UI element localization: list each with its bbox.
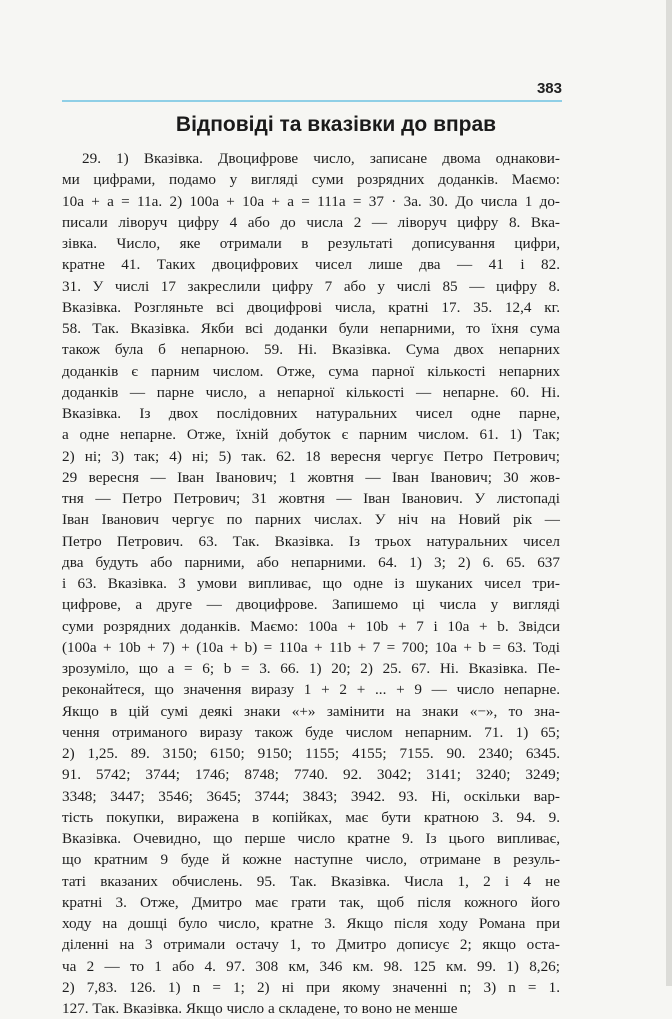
text-line: 91. 5742; 3744; 1746; 8748; 7740. 92. 3042; 3141; 3240; 3249; bbox=[62, 766, 560, 784]
text-line: доданків — парне число, а непарної кількості — непарне. 60. Ні. bbox=[62, 383, 560, 401]
text-line: ча 2 — то 1 або 4. 97. 308 км, 346 км. 98. 125 км. 99. 1) 8,26; bbox=[62, 957, 560, 975]
text-line: 10a + a = 11a. 2) 100a + 10a + a = 111a = 37 · 3a. 30. До числа 1 до- bbox=[62, 192, 560, 210]
text-line: два будуть або парними, або непарними. 64. 1) 3; 2) 6. 65. 637 bbox=[62, 553, 560, 571]
text-line: кратне 41. Таких двоцифрових чисел лише два — 41 і 82. bbox=[62, 256, 560, 274]
text-line: а одне непарне. Отже, їхній добуток є парним числом. 61. 1) Так; bbox=[62, 426, 560, 444]
text-line: 29 вересня — Іван Іванович; 1 жовтня — Іван Іванович; 30 жов- bbox=[62, 468, 560, 486]
text-line: що кратним 9 буде й кожне наступне число, отримане в резуль- bbox=[62, 851, 560, 869]
text-line: 31. У числі 17 закреслили цифру 7 або у числі 85 — цифру 8. bbox=[62, 277, 560, 295]
text-line: тня — Петро Петрович; 31 жовтня — Іван Іванович. У листопаді bbox=[62, 490, 560, 507]
text-line: Вказівка. Очевидно, що перше число кратне 9. Із цього випливає, bbox=[62, 830, 560, 847]
text-line: Іван Іванович чергує по парних числах. У ніч на Новий рік — bbox=[62, 511, 560, 529]
section-title: Відповіді та вказівки до вправ bbox=[175, 113, 497, 136]
text-line: 3348; 3447; 3546; 3645; 3744; 3843; 3942. 93. Ні, оскільки вар- bbox=[62, 787, 560, 805]
text-line: 29. 1) Вказівка. Двоцифрове число, записане двома однакови- bbox=[82, 150, 560, 167]
text-line: цифрове, а друге — двоцифрове. Запишемо ці числа у вигляді bbox=[62, 596, 560, 614]
text-line: зрозуміло, що a = 6; b = 3. 66. 1) 20; 2) 25. 67. Ні. Вказівка. Пе- bbox=[62, 660, 560, 677]
text-line: Вказівка. Із двох послідовних натуральних чисел одне парне, bbox=[62, 405, 560, 422]
text-line: ходу на дошці було число, кратне 3. Якщо після ходу Романа при bbox=[62, 915, 560, 932]
answers-text bbox=[62, 148, 560, 1019]
text-line: суми розрядних доданків. Маємо: 100a + 10b + 7 і 10a + b. Звідси bbox=[62, 617, 560, 635]
text-line: Петро Петрович. 63. Так. Вказівка. Із трьох натуральних чисел bbox=[62, 532, 560, 550]
text-line: ми цифрами, подамо у вигляді суми розрядних доданків. Маємо: bbox=[62, 171, 560, 189]
page-edge-shadow bbox=[666, 0, 672, 986]
text-line: і 63. Вказівка. З умови випливає, що одне із шуканих чисел три- bbox=[62, 575, 560, 592]
text-line: 2) 7,83. 126. 1) n = 1; 2) ні при якому значенні n; 3) n = 1. bbox=[62, 978, 560, 996]
text-line: чення отриманого виразу також буде числом непарним. 71. 1) 65; bbox=[62, 723, 560, 741]
text-line: кратні 3. Отже, Дмитро має грати так, щоб після кожного його bbox=[62, 893, 560, 911]
text-line: Якщо в цій сумі деякі знаки «+» замінити на знаки «−», то зна- bbox=[62, 702, 560, 720]
text-line: 127. Так. Вказівка. Якщо число a складене, то воно не менше bbox=[62, 1000, 458, 1017]
text-line: таті вказаних обчислень. 95. Так. Вказівка. Числа 1, 2 і 4 не bbox=[62, 872, 560, 890]
text-line: 2) ні; 3) так; 4) ні; 5) так. 62. 18 вересня чергує Петро Петрович; bbox=[62, 447, 560, 465]
text-line: реконайтеся, що значення виразу 1 + 2 + ... + 9 — число непарне. bbox=[62, 681, 560, 699]
text-line: також була б непарною. 59. Ні. Вказівка. Сума двох непарних bbox=[62, 341, 560, 359]
text-line: 58. Так. Вказівка. Якби всі доданки були непарними, то їхня сума bbox=[62, 320, 560, 337]
text-line: тість покупки, виражена в копійках, має бути кратною 3. 94. 9. bbox=[62, 808, 560, 826]
text-line: діленні на 3 отримали остачу 1, то Дмитро дописує 2; якщо оста- bbox=[62, 936, 560, 954]
text-line: зівка. Число, яке отримали в результаті дописування цифри, bbox=[62, 235, 560, 252]
text-line: доданків є парним числом. Отже, сума парної кількості непарних bbox=[62, 362, 560, 380]
text-line: (100a + 10b + 7) + (10a + b) = 110a + 11b + 7 = 700; 10a + b = 63. Тоді bbox=[62, 638, 560, 656]
text-line: 2) 1,25. 89. 3150; 6150; 9150; 1155; 4155; 7155. 90. 2340; 6345. bbox=[62, 745, 560, 762]
text-line: писали ліворуч цифру 4 або до числа 2 — ліворуч цифру 8. Вка- bbox=[62, 213, 560, 231]
text-line: Вказівка. Розгляньте всі двоцифрові числа, кратні 17. 35. 12,4 кг. bbox=[62, 298, 560, 316]
page-number: 383 bbox=[536, 80, 562, 97]
header-rule bbox=[62, 100, 562, 102]
